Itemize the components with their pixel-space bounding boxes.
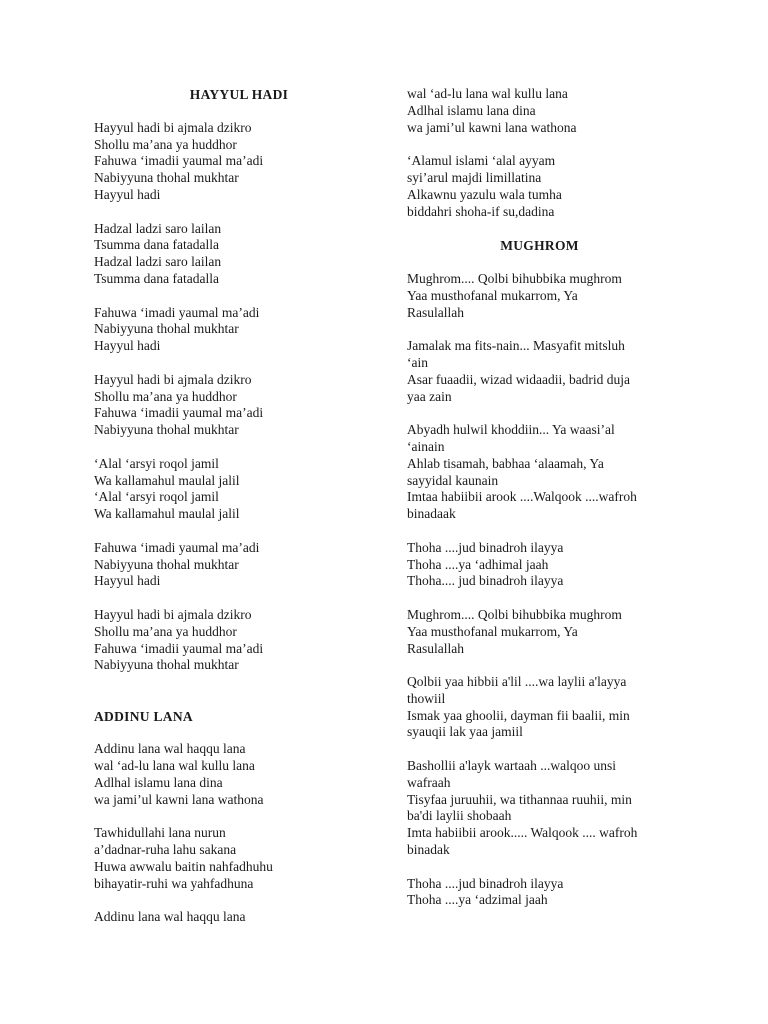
lyric-line: wa jami’ul kawni lana wathona	[407, 119, 577, 135]
lyric-line: Thoha ....ya ‘adzimal jaah	[407, 892, 548, 908]
lyric-line: Thoha ....jud binadroh ilayya	[407, 539, 564, 555]
stanza	[94, 909, 384, 926]
lyric-line: Fahuwa ‘imadi yaumal ma’adi	[94, 304, 260, 320]
lyric-line: Hayyul hadi	[94, 338, 161, 354]
lyric-line: Nabiyyuna thohal mukhtar	[94, 170, 239, 186]
lyric-line: Huwa awwalu baitin nahfadhuhu	[94, 859, 273, 875]
lyric-line: wa jami’ul kawni lana wathona	[94, 791, 264, 807]
stanza	[407, 86, 672, 136]
lyric-line: yaa zain	[407, 388, 452, 404]
lyric-line: Wa kallamahul maulal jalil	[94, 506, 240, 522]
lyric-line: sayyidal kaunain	[407, 472, 499, 488]
lyric-line: Imtaa habiibii arook ....Walqook ....wafroh	[407, 489, 637, 505]
stanza	[94, 741, 384, 808]
lyric-line: ‘Alal ‘arsyi roqol jamil	[94, 455, 219, 471]
lyric-line: Addinu lana wal haqqu lana	[94, 741, 246, 757]
lyric-line: Thoha ....ya ‘adhimal jaah	[407, 556, 549, 572]
stanza	[407, 540, 672, 590]
lyric-line: binadaak	[407, 506, 456, 522]
lyric-line: Hayyul hadi	[94, 186, 161, 202]
stanza	[94, 825, 384, 892]
lyric-line: biddahri shoha-if su,dadina	[407, 203, 555, 219]
lyric-line: Mughrom.... Qolbi bihubbika mughrom	[407, 606, 622, 622]
mughrom-title: MUGHROM	[500, 238, 579, 254]
lyric-line: Fahuwa ‘imadii yaumal ma’adi	[94, 640, 264, 656]
lyric-line: Hayyul hadi	[94, 573, 161, 589]
stanza	[94, 372, 384, 439]
lyric-line: wafraah	[407, 774, 451, 790]
lyric-line: Shollu ma’ana ya huddhor	[94, 623, 237, 639]
lyric-line: Jamalak ma fits-nain... Masyafit mitsluh	[407, 338, 625, 354]
lyric-line: Thoha ....jud binadroh ilayya	[407, 875, 564, 891]
stanza	[407, 876, 672, 910]
addinu-lana-lyrics	[94, 741, 384, 926]
lyric-line: ‘ainain	[407, 438, 445, 454]
lyric-line: Hayyul hadi bi ajmala dzikro	[94, 606, 252, 622]
lyric-line: Rasulallah	[407, 304, 464, 320]
lyric-line: Fahuwa ‘imadii yaumal ma’adi	[94, 153, 264, 169]
lyric-line: Adlhal islamu lana dina	[407, 102, 536, 118]
lyric-line: Yaa musthofanal mukarrom, Ya	[407, 287, 578, 303]
lyric-line: Wa kallamahul maulal jalil	[94, 472, 240, 488]
lyric-line: syauqii lak yaa jamiil	[407, 724, 523, 740]
lyric-line: Ismak yaa ghoolii, dayman fii baalii, min	[407, 707, 630, 723]
lyric-line: Nabiyyuna thohal mukhtar	[94, 556, 239, 572]
lyric-line: Hadzal ladzi saro lailan	[94, 254, 222, 270]
stanza	[407, 153, 672, 220]
lyric-line: Shollu ma’ana ya huddhor	[94, 136, 237, 152]
mughrom-lyrics	[407, 271, 672, 909]
lyric-line: Thoha.... jud binadroh ilayya	[407, 573, 564, 589]
right-column	[407, 86, 672, 909]
stanza	[94, 120, 384, 204]
lyric-line: ‘ain	[407, 354, 428, 370]
lyric-line: wal ‘ad-lu lana wal kullu lana	[407, 86, 568, 101]
lyric-line: Rasulallah	[407, 640, 464, 656]
lyric-line: Fahuwa ‘imadii yaumal ma’adi	[94, 405, 264, 421]
stanza	[94, 305, 384, 355]
lyric-line: wal ‘ad-lu lana wal kullu lana	[94, 758, 255, 774]
lyric-line: syi’arul majdi limillatina	[407, 169, 542, 185]
lyric-line: Tisyfaa juruuhii, wa tithannaa ruuhii, min	[407, 791, 632, 807]
lyric-line: a’dadnar-ruha lahu sakana	[94, 842, 237, 858]
stanza	[94, 607, 384, 674]
hayyul-hadi-title: HAYYUL HADI	[189, 87, 289, 102]
lyric-line: ba'di laylii shobaah	[407, 808, 512, 824]
lyric-line: Hadzal ladzi saro lailan	[94, 220, 222, 236]
stanza	[94, 456, 384, 523]
lyric-line: Qolbii yaa hibbii a'lil ....wa laylii a'layya	[407, 674, 627, 690]
lyric-line: Ahlab tisamah, babhaa ‘alaamah, Ya	[407, 455, 604, 471]
lyric-line: Bashollii a'layk wartaah ...walqoo unsi	[407, 758, 617, 774]
lyric-line: ‘Alal ‘arsyi roqol jamil	[94, 489, 219, 505]
lyric-line: Alkawnu yazulu wala tumha	[407, 186, 562, 202]
addinu-lana-title: ADDINU LANA	[94, 708, 193, 724]
stanza	[407, 271, 672, 321]
lyric-line: Nabiyyuna thohal mukhtar	[94, 657, 239, 673]
lyric-line: ‘Alamul islami ‘alal ayyam	[407, 153, 556, 169]
lyric-line: Fahuwa ‘imadi yaumal ma’adi	[94, 539, 260, 555]
lyric-line: Tsumma dana fatadalla	[94, 237, 220, 253]
lyric-line: Adlhal islamu lana dina	[94, 775, 223, 791]
lyric-line: Nabiyyuna thohal mukhtar	[94, 422, 239, 438]
stanza	[94, 221, 384, 288]
lyric-line: Tsumma dana fatadalla	[94, 270, 220, 286]
stanza	[407, 674, 672, 741]
stanza	[407, 758, 672, 859]
stanza	[407, 607, 672, 657]
lyric-line: Mughrom.... Qolbi bihubbika mughrom	[407, 270, 622, 286]
lyric-line: Hayyul hadi bi ajmala dzikro	[94, 119, 252, 135]
hayyul-hadi-lyrics	[94, 120, 384, 674]
lyric-line: binadak	[407, 842, 450, 858]
lyric-line: Nabiyyuna thohal mukhtar	[94, 321, 239, 337]
lyric-line: Imta habiibii arook..... Walqook .... wafroh	[407, 825, 638, 841]
lyric-line: Hayyul hadi bi ajmala dzikro	[94, 371, 252, 387]
left-column	[94, 86, 384, 926]
addinu-lana-continued-lyrics	[407, 86, 672, 220]
lyric-line: Tawhidullahi lana nurun	[94, 825, 226, 841]
stanza	[94, 540, 384, 590]
lyric-line: thowiil	[407, 690, 446, 706]
lyric-line: Yaa musthofanal mukarrom, Ya	[407, 623, 578, 639]
lyric-line: Asar fuaadii, wizad widaadii, badrid duja	[407, 371, 631, 387]
lyric-line: Addinu lana wal haqqu lana	[94, 909, 246, 925]
lyric-line: bihayatir-ruhi wa yahfadhuna	[94, 875, 254, 891]
lyric-line: Shollu ma’ana ya huddhor	[94, 388, 237, 404]
stanza	[407, 422, 672, 523]
stanza	[407, 338, 672, 405]
lyric-line: Abyadh hulwil khoddiin... Ya waasi’al	[407, 422, 615, 438]
